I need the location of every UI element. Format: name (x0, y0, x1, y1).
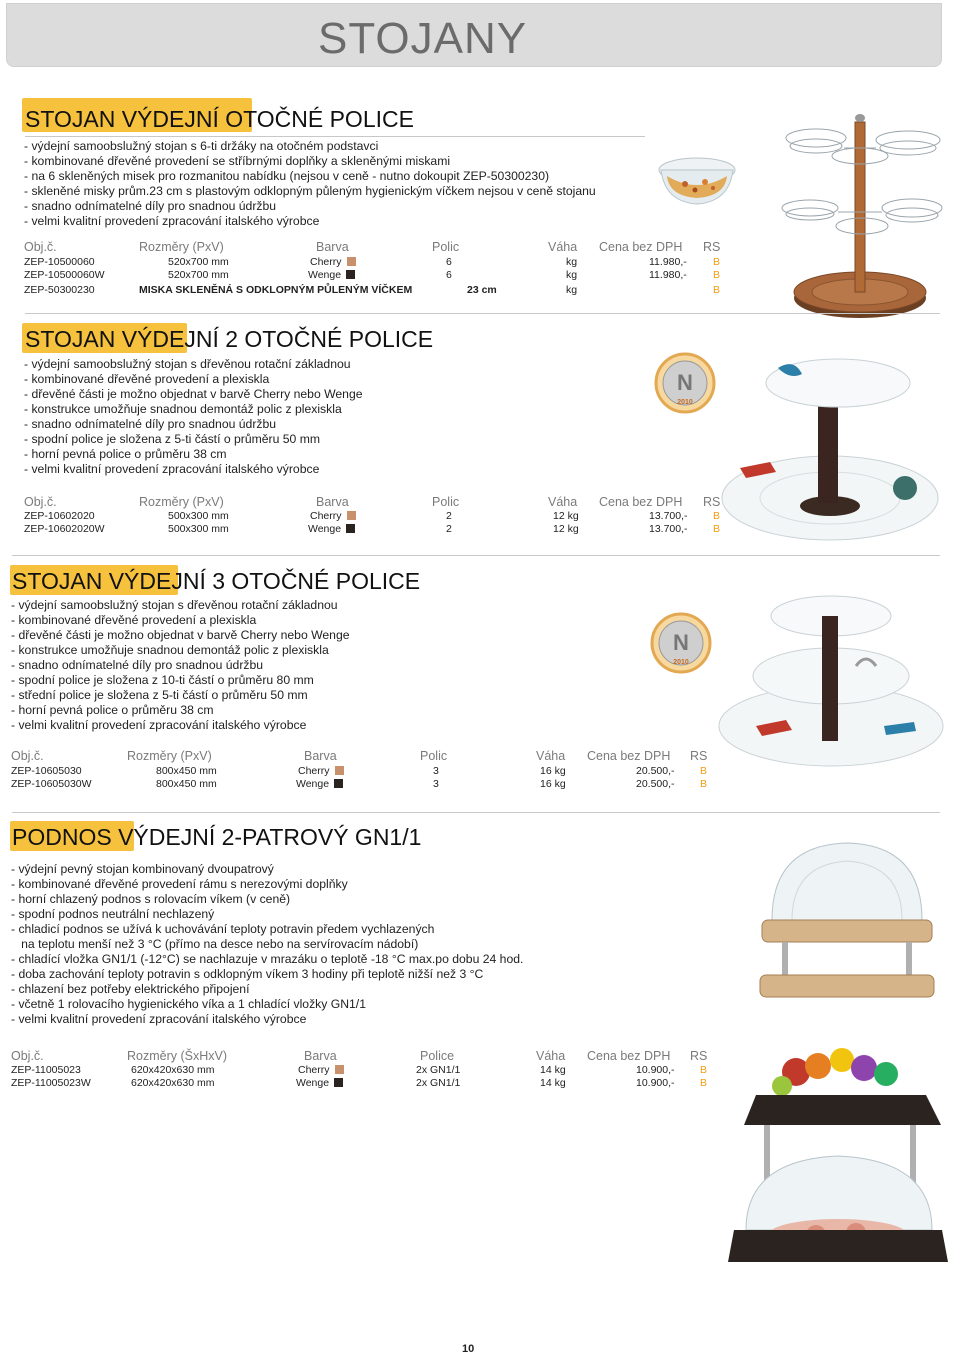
cell-dims: 620x420x630 mm (131, 1064, 215, 1076)
feature-item: - snadno odnímatelné díly pro snadnou údržbu (24, 417, 277, 431)
section-divider (25, 313, 940, 314)
cell-rs: B (700, 765, 708, 777)
page-number: 10 (462, 1343, 475, 1355)
wenge-swatch-icon (334, 1078, 343, 1087)
cell-price: 20.500,- (636, 765, 675, 777)
cell-shelves: 3 (433, 778, 439, 790)
feature-list (24, 139, 596, 229)
feature-item: - dřevěné části je možno objednat v barvě Cherry nebo Wenge (11, 628, 350, 642)
cell-code: ZEP-11005023 (11, 1064, 81, 1076)
cell-shelves: 3 (433, 765, 439, 777)
column-header-dims: Rozměry (PxV) (127, 749, 212, 763)
cell-dims: 500x300 mm (168, 523, 229, 535)
cell-rs: B (713, 510, 721, 522)
column-header-shelves: Polic (432, 240, 460, 254)
section-title: PODNOS VÝDEJNÍ 2-PATROVÝ GN1/1 (12, 824, 422, 850)
feature-item: - chladicí podnos se užívá k uchovávání teploty potravin předem vychlazených (11, 922, 435, 936)
cell-color (296, 1077, 343, 1089)
cell-shelves: 2x GN1/1 (416, 1064, 461, 1076)
feature-item: - kombinované dřevěné provedení a plexiskla (11, 613, 257, 627)
feature-item: - velmi kvalitní provedení zpracování italského výrobce (24, 214, 320, 228)
cell-weight: 14 kg (540, 1064, 566, 1076)
feature-item: na teplotu menší než 3 °C (přímo na desce nebo na servírovacím nádobí) (11, 937, 419, 951)
column-header-price: Cena bez DPH (587, 749, 671, 763)
cell-dims: 800x450 mm (156, 778, 217, 790)
color-label: Wenge (308, 523, 342, 535)
column-header-rs: RS (690, 749, 708, 763)
wenge-swatch-icon (346, 270, 355, 279)
feature-item: - velmi kvalitní provedení zpracování italského výrobce (11, 1012, 307, 1026)
feature-item: - doba zachování teploty potravin s odklopným víkem 3 hodiny při teplotě nižší než 3 °C (11, 967, 484, 981)
cell-rs: B (713, 284, 721, 296)
feature-item: - konstrukce umožňuje snadnou demontáž polic z plexiskla (11, 643, 329, 657)
svg-text:N: N (673, 630, 689, 655)
column-header-rs: RS (703, 240, 721, 254)
feature-item: - výdejní samoobslužný stojan s dřevěnou rotační základnou (11, 598, 338, 612)
feature-item: - konstrukce umožňuje snadnou demontáž polic z plexiskla (24, 402, 342, 416)
column-header-weight: Váha (536, 749, 566, 763)
column-header-dims: Rozměry (ŠxHxV) (127, 1049, 228, 1063)
page-title: STOJANY (318, 14, 528, 63)
tray-rolltop-image (752, 825, 942, 1005)
cell-code: ZEP-10602020W (24, 523, 105, 535)
cherry-swatch-icon (347, 257, 356, 266)
color-label: Cherry (310, 256, 342, 268)
cell-weight: kg (566, 284, 578, 296)
cell-code: ZEP-10605030W (11, 778, 92, 790)
feature-item: - výdejní samoobslužný stojan s 6-ti držáky na otočném podstavci (24, 139, 379, 153)
cell-code: ZEP-10500060W (24, 269, 105, 281)
column-header-code: Obj.č. (11, 749, 44, 763)
cell-rs: B (713, 523, 721, 535)
feature-item: - výdejní pevný stojan kombinovaný dvoupatrový (11, 862, 274, 876)
column-header-color: Barva (304, 1049, 337, 1063)
novelty-badge-icon (654, 352, 716, 414)
cell-shelves: 2 (446, 523, 452, 535)
cherry-swatch-icon (347, 511, 356, 520)
column-header-dims: Rozměry (PxV) (139, 240, 224, 254)
cell-color (298, 765, 344, 777)
cell-shelves: 6 (446, 256, 452, 268)
cell-color (298, 1064, 344, 1076)
feature-item: - velmi kvalitní provedení zpracování italského výrobce (11, 718, 307, 732)
column-header-shelves: Polic (420, 749, 448, 763)
column-header-price: Cena bez DPH (587, 1049, 671, 1063)
cell-rs: B (713, 269, 721, 281)
cell-price: 20.500,- (636, 778, 675, 790)
cell-weight: kg (566, 256, 578, 268)
cell-rs: B (700, 778, 708, 790)
cell-rs: B (700, 1077, 708, 1089)
cell-code: ZEP-10605030 (11, 765, 82, 777)
section-title: STOJAN VÝDEJNÍ OTOČNÉ POLICE (25, 106, 414, 132)
section-title: STOJAN VÝDEJNÍ 3 OTOČNÉ POLICE (12, 568, 421, 594)
stand-2-shelves-image (720, 348, 950, 548)
cherry-swatch-icon (335, 766, 344, 775)
cell-weight: 16 kg (540, 778, 566, 790)
column-header-weight: Váha (536, 1049, 566, 1063)
stand-6-bowls-image (780, 108, 950, 328)
section-title: STOJAN VÝDEJNÍ 2 OTOČNÉ POLICE (25, 326, 434, 352)
badge-year: 2010 (673, 659, 689, 666)
glass-bowl-image (655, 140, 740, 210)
feature-list (11, 862, 523, 1027)
section-divider (25, 136, 645, 137)
column-header-shelves: Polic (432, 495, 460, 509)
feature-item: - chladící vložka GN1/1 (-12°C) se nachlazuje v mrazáku o teplotě -18 °C max.po dobu 24 hod. (11, 952, 524, 966)
cell-rs: B (713, 256, 721, 268)
cell-dims: 520x700 mm (168, 269, 229, 281)
feature-item: - spodní podnos neutrální nechlazený (11, 907, 215, 921)
cell-price: 10.900,- (636, 1077, 675, 1089)
cell-dims: 520x700 mm (168, 256, 229, 268)
cell-color (310, 510, 356, 522)
feature-item: - spodní police je složena z 10-ti částí o průměru 80 mm (11, 673, 314, 687)
tray-two-tier-food-image (726, 1030, 952, 1320)
column-header-code: Obj.č. (11, 1049, 44, 1063)
cell-shelves: 6 (446, 269, 452, 281)
feature-item: - včetně 1 rolovacího hygienického víka a 1 chladící vložky GN1/1 (11, 997, 366, 1011)
cell-color (296, 778, 343, 790)
svg-text:N: N (677, 370, 693, 395)
feature-item: - horní pevná police o průměru 38 cm (11, 703, 214, 717)
cell-code: ZEP-10602020 (24, 510, 95, 522)
feature-item: - kombinované dřevěné provedení se stříbrnými doplňky a skleněnými miskami (24, 154, 451, 168)
color-label: Cherry (298, 1064, 330, 1076)
novelty-badge-icon (650, 612, 712, 674)
column-header-rs: RS (703, 495, 721, 509)
wenge-swatch-icon (346, 524, 355, 533)
feature-item: - výdejní samoobslužný stojan s dřevěnou rotační základnou (24, 357, 351, 371)
feature-item: - kombinované dřevěné provedení a plexiskla (24, 372, 270, 386)
color-label: Cherry (310, 510, 342, 522)
color-label: Wenge (308, 269, 342, 281)
column-header-color: Barva (316, 240, 349, 254)
cell-dims: 500x300 mm (168, 510, 229, 522)
cell-price: 13.700,- (649, 523, 688, 535)
feature-list (24, 357, 363, 477)
feature-item: - kombinované dřevěné provedení rámu s nerezovými doplňky (11, 877, 348, 891)
badge-year: 2010 (677, 399, 693, 406)
feature-item: - spodní police je složena z 5-ti částí o průměru 50 mm (24, 432, 321, 446)
cell-description: MISKA SKLENĚNÁ S ODKLOPNÝM PŮLENÝM VÍČKEM (139, 284, 413, 296)
cell-weight: 16 kg (540, 765, 566, 777)
column-header-code: Obj.č. (24, 240, 57, 254)
wenge-swatch-icon (334, 779, 343, 788)
cell-dims: 800x450 mm (156, 765, 217, 777)
column-header-shelves: Police (420, 1049, 455, 1063)
cell-weight: 12 kg (553, 523, 579, 535)
feature-item: - snadno odnímatelné díly pro snadnou údržbu (24, 199, 277, 213)
cherry-swatch-icon (335, 1065, 344, 1074)
feature-item: - na 6 skleněných misek pro rozmanitou nabídku (nejsou v ceně - nutno dokoupit ZEP-50300230) (24, 169, 550, 183)
column-header-code: Obj.č. (24, 495, 57, 509)
feature-list (11, 598, 350, 733)
cell-color (308, 269, 355, 281)
cell-weight: kg (566, 269, 578, 281)
cell-color (308, 523, 355, 535)
column-header-color: Barva (304, 749, 337, 763)
column-header-rs: RS (690, 1049, 708, 1063)
cell-code: ZEP-10500060 (24, 256, 95, 268)
column-header-weight: Váha (548, 495, 578, 509)
feature-item: - horní chlazený podnos s rolovacím víkem (v ceně) (11, 892, 291, 906)
feature-item: - střední police je složena z 5-ti částí o průměru 50 mm (11, 688, 308, 702)
cell-weight: 14 kg (540, 1077, 566, 1089)
column-header-dims: Rozměry (PxV) (139, 495, 224, 509)
feature-item: - dřevěné části je možno objednat v barvě Cherry nebo Wenge (24, 387, 363, 401)
feature-item: - snadno odnímatelné díly pro snadnou údržbu (11, 658, 264, 672)
feature-item: - skleněné misky prům.23 cm s plastovým odklopným půleným hygienickým víčkem nejsou v ceně stojanu (24, 184, 596, 198)
cell-size: 23 cm (467, 284, 497, 296)
cell-price: 13.700,- (649, 510, 688, 522)
color-label: Cherry (298, 765, 330, 777)
cell-price: 10.900,- (636, 1064, 675, 1076)
color-label: Wenge (296, 1077, 330, 1089)
feature-item: - chlazení bez potřeby elektrického připojení (11, 982, 250, 996)
cell-rs: B (700, 1064, 708, 1076)
column-header-price: Cena bez DPH (599, 240, 683, 254)
section-divider (12, 555, 940, 556)
cell-price: 11.980,- (649, 256, 687, 268)
cell-color (310, 256, 356, 268)
section-divider (12, 812, 940, 813)
cell-shelves: 2 (446, 510, 452, 522)
stand-3-shelves-image (716, 576, 952, 776)
cell-code: ZEP-50300230 (24, 284, 95, 296)
column-header-weight: Váha (548, 240, 578, 254)
cell-shelves: 2x GN1/1 (416, 1077, 461, 1089)
column-header-color: Barva (316, 495, 349, 509)
column-header-price: Cena bez DPH (599, 495, 683, 509)
cell-code: ZEP-11005023W (11, 1077, 91, 1089)
color-label: Wenge (296, 778, 330, 790)
feature-item: - velmi kvalitní provedení zpracování italského výrobce (24, 462, 320, 476)
cell-weight: 12 kg (553, 510, 579, 522)
cell-price: 11.980,- (649, 269, 687, 281)
cell-dims: 620x420x630 mm (131, 1077, 215, 1089)
feature-item: - horní pevná police o průměru 38 cm (24, 447, 227, 461)
